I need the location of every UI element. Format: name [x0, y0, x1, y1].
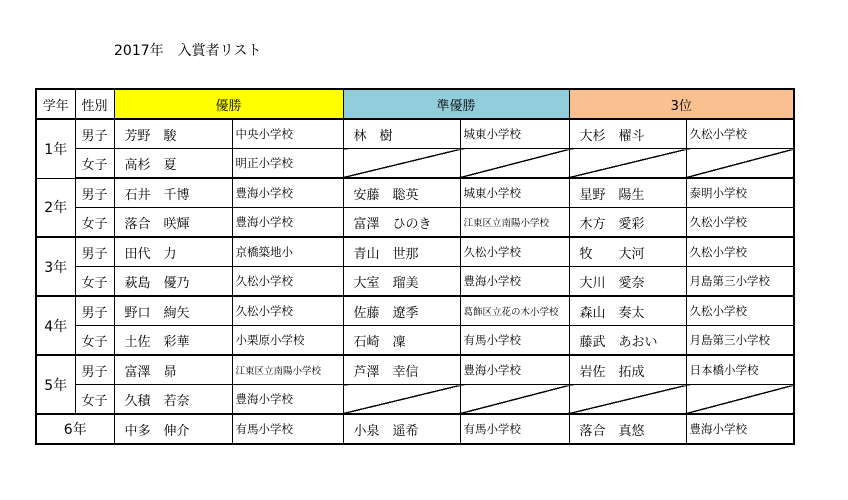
third-school-cell: 泰明小学校 [686, 178, 794, 208]
first-name-cell: 高杉 夏 [114, 149, 232, 179]
third-school-cell: 月島第三小学校 [686, 326, 794, 356]
gender-cell: 女子 [75, 385, 114, 415]
gender-cell: 女子 [75, 149, 114, 179]
second-name-cell: 青山 世那 [343, 237, 460, 267]
first-name-cell: 落合 咲輝 [114, 208, 232, 238]
first-school-cell: 豊海小学校 [232, 178, 343, 208]
gender-cell: 女子 [75, 326, 114, 356]
first-name-cell: 土佐 彩華 [114, 326, 232, 356]
header-gender: 性別 [75, 89, 114, 119]
first-school-cell: 久松小学校 [232, 267, 343, 297]
grade-cell: 2年 [36, 178, 75, 237]
third-school-cell: 久松小学校 [686, 208, 794, 238]
third-school-cell: 久松小学校 [686, 296, 794, 326]
third-name-cell: 落合 真悠 [569, 414, 686, 444]
grade-cell: 3年 [36, 237, 75, 296]
second-school-cell: 豊海小学校 [460, 355, 569, 385]
third-name-cell: 大杉 櫂斗 [569, 119, 686, 149]
first-school-cell: 有馬小学校 [232, 414, 343, 444]
empty-cell-slash [569, 149, 686, 179]
second-name-cell: 林 樹 [343, 119, 460, 149]
gender-cell: 男子 [75, 178, 114, 208]
second-name-cell: 石崎 凜 [343, 326, 460, 356]
first-name-cell: 久積 若奈 [114, 385, 232, 415]
header-first-place: 優勝 [114, 89, 343, 119]
table-row [36, 385, 794, 415]
header-third-place: 3位 [569, 89, 794, 119]
table-row [36, 119, 794, 149]
first-name-cell: 富澤 昴 [114, 355, 232, 385]
winners-table [35, 88, 795, 445]
first-name-cell: 萩島 優乃 [114, 267, 232, 297]
second-name-cell: 安藤 聡英 [343, 178, 460, 208]
table-row [36, 208, 794, 238]
second-school-cell: 葛飾区立花の木小学校 [460, 296, 569, 326]
third-name-cell: 藤武 あおい [569, 326, 686, 356]
gender-cell: 男子 [75, 237, 114, 267]
third-name-cell: 牧 大河 [569, 237, 686, 267]
second-school-cell: 城東小学校 [460, 119, 569, 149]
gender-cell: 男子 [75, 355, 114, 385]
third-school-cell: 日本橋小学校 [686, 355, 794, 385]
first-name-cell: 野口 絢矢 [114, 296, 232, 326]
first-school-cell: 京橋築地小 [232, 237, 343, 267]
second-school-cell: 江東区立南陽小学校 [460, 208, 569, 238]
second-school-cell: 豊海小学校 [460, 267, 569, 297]
second-school-cell: 城東小学校 [460, 178, 569, 208]
header-second-place: 準優勝 [343, 89, 569, 119]
first-name-cell: 田代 力 [114, 237, 232, 267]
second-school-cell: 有馬小学校 [460, 326, 569, 356]
gender-cell: 女子 [75, 267, 114, 297]
page-title: 2017年 入賞者リスト [114, 43, 262, 59]
first-name-cell: 中多 伸介 [114, 414, 232, 444]
header-grade: 学年 [36, 89, 75, 119]
empty-cell-slash [686, 385, 794, 415]
grade-cell: 1年 [36, 119, 75, 178]
table-row [36, 355, 794, 385]
header-row [36, 89, 794, 119]
second-school-cell: 久松小学校 [460, 237, 569, 267]
table-row [36, 149, 794, 179]
second-name-cell: 芦澤 幸信 [343, 355, 460, 385]
third-name-cell: 森山 奏太 [569, 296, 686, 326]
third-school-cell: 久松小学校 [686, 119, 794, 149]
third-name-cell: 木方 愛彩 [569, 208, 686, 238]
empty-cell-slash [686, 149, 794, 179]
first-school-cell: 豊海小学校 [232, 385, 343, 415]
first-school-cell: 小栗原小学校 [232, 326, 343, 356]
first-school-cell: 豊海小学校 [232, 208, 343, 238]
third-name-cell: 岩佐 拓成 [569, 355, 686, 385]
table-row [36, 326, 794, 356]
table-row [36, 267, 794, 297]
second-name-cell: 小泉 遥希 [343, 414, 460, 444]
first-school-cell: 中央小学校 [232, 119, 343, 149]
empty-cell-slash [460, 385, 569, 415]
third-name-cell: 星野 陽生 [569, 178, 686, 208]
first-school-cell: 久松小学校 [232, 296, 343, 326]
first-school-cell: 江東区立南陽小学校 [232, 355, 343, 385]
grade-cell: 6年 [36, 414, 114, 444]
table-row [36, 237, 794, 267]
table-row [36, 414, 794, 444]
gender-cell: 男子 [75, 119, 114, 149]
third-school-cell: 豊海小学校 [686, 414, 794, 444]
empty-cell-slash [460, 149, 569, 179]
second-name-cell: 大室 瑠美 [343, 267, 460, 297]
table-row [36, 296, 794, 326]
gender-cell: 女子 [75, 208, 114, 238]
empty-cell-slash [343, 385, 460, 415]
second-name-cell: 佐藤 遼季 [343, 296, 460, 326]
first-name-cell: 石井 千博 [114, 178, 232, 208]
grade-cell: 4年 [36, 296, 75, 355]
third-school-cell: 久松小学校 [686, 237, 794, 267]
grade-cell: 5年 [36, 355, 75, 414]
empty-cell-slash [343, 149, 460, 179]
first-name-cell: 芳野 駿 [114, 119, 232, 149]
gender-cell: 男子 [75, 296, 114, 326]
second-name-cell: 富澤 ひのき [343, 208, 460, 238]
empty-cell-slash [569, 385, 686, 415]
third-school-cell: 月島第三小学校 [686, 267, 794, 297]
third-name-cell: 大川 愛奈 [569, 267, 686, 297]
table-row [36, 178, 794, 208]
first-school-cell: 明正小学校 [232, 149, 343, 179]
second-school-cell: 有馬小学校 [460, 414, 569, 444]
